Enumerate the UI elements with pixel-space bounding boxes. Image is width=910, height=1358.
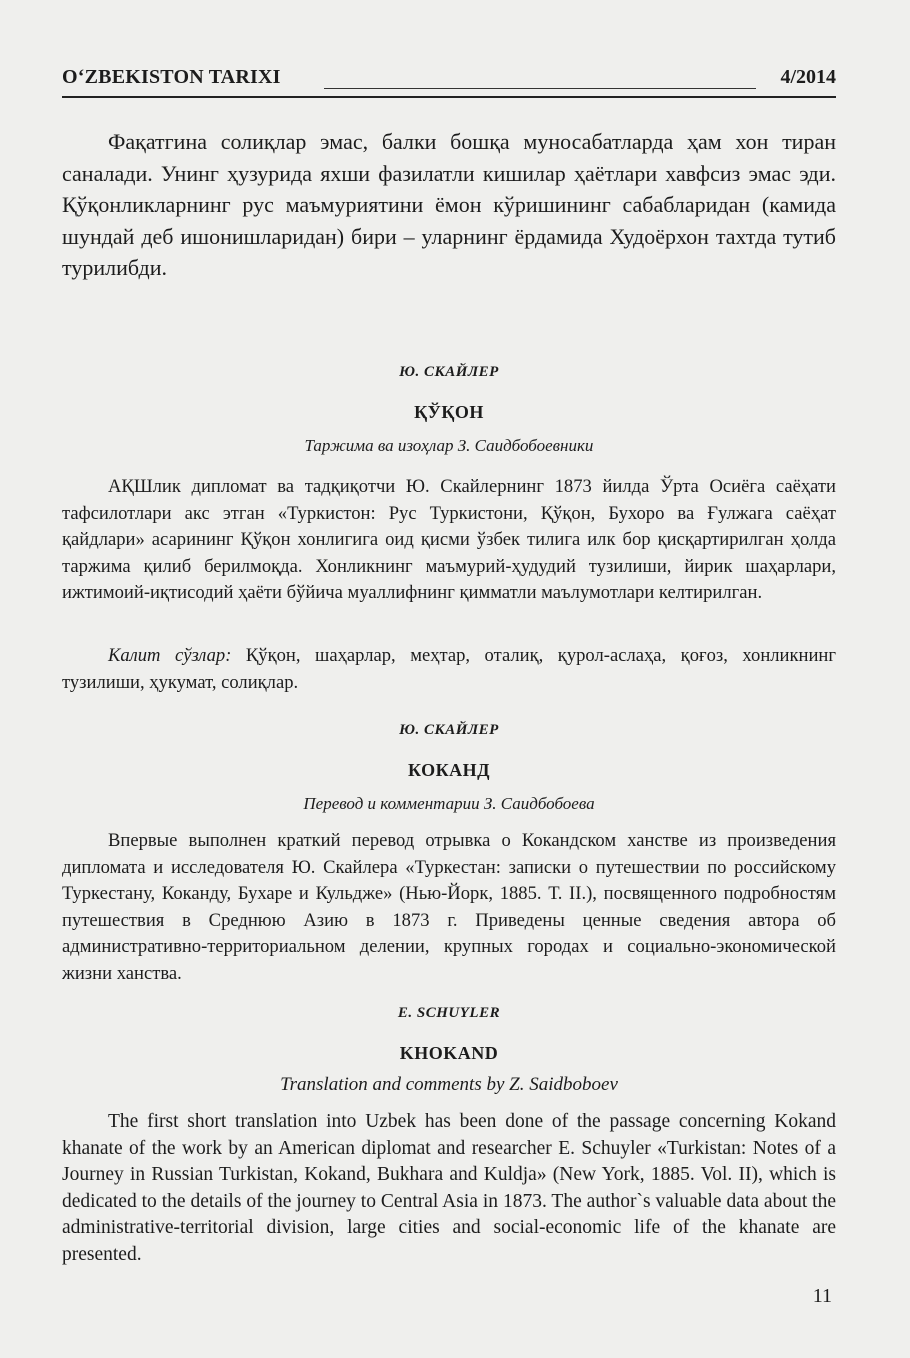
header-divider bbox=[62, 96, 836, 98]
uzbek-subtitle: Таржима ва изоҳлар З. Саидбобоевники bbox=[304, 436, 594, 455]
english-subtitle: Translation and comments by Z. Saidboboev bbox=[280, 1074, 618, 1095]
header-rule bbox=[324, 88, 756, 89]
journal-name: O‘ZBEKISTON TARIXI bbox=[62, 66, 281, 88]
uzbek-author: Ю. СКАЙЛЕР bbox=[399, 364, 499, 380]
keywords-list: Қўқон, шаҳарлар, меҳтар, оталиқ, қурол-аслаҳа, қоғоз, хонликнинг тузилиши, ҳукумат, солиқлар. bbox=[62, 645, 837, 693]
intro-paragraph: Фақатгина солиқлар эмас, балки бошқа муносабатларда ҳам хон тиран саналади. Унинг ҳузурида яхши фазилатли кишилар ҳаётлари хавфсиз эмас эди. Қўқонликларнинг рус маъмуриятини ёмон кўришининг сабабларидан (камида шундай деб ишонишларидан) бири – уларнинг ёрдамида Худоёрхон тахтда тутиб турилибди. bbox=[62, 129, 836, 280]
uzbek-keywords bbox=[62, 643, 836, 696]
russian-title: КОКАНД bbox=[407, 760, 491, 780]
keywords-label: Калит сўзлар: bbox=[108, 645, 232, 666]
page-number: 11 bbox=[812, 1285, 832, 1307]
russian-abstract: Впервые выполнен краткий перевод отрывка о Кокандском ханстве из произведения дипломата и исследователя Ю. Скайлера «Туркестан: записки о путешествии по российскому Туркестану, Коканду, Бухаре и Кульдже» (Нью-Йорк, 1885. Т. II.), посвященного подробностям путешествия в Среднюю Азию в 1873 г. Приведены ценные сведения автора об административно-территориальном делении, крупных городах и социально-экономической жизни ханства. bbox=[62, 830, 836, 984]
russian-author: Ю. СКАЙЛЕР bbox=[399, 722, 499, 738]
english-abstract: The first short translation into Uzbek has been done of the passage concerning Kokand khanate of the work by an American diplomat and researcher E. Schuyler «Turkistan: Notes of a Journey in Russian Turkistan, Kokand, Bukhara and Kuldja» (New York, 1885. Vol. II), which is dedicated to the details of the journey to Central Asia in 1873. The author`s valuable data about the administrative-territorial division, large cities and social-economic life of the khanate are presented. bbox=[62, 1111, 836, 1265]
english-title: KHOKAND bbox=[399, 1043, 499, 1063]
running-header bbox=[62, 62, 836, 96]
uzbek-title: ҚЎҚОН bbox=[414, 402, 484, 422]
russian-subtitle: Перевод и комментарии З. Саидбобоева bbox=[303, 794, 595, 813]
english-author: E. SCHUYLER bbox=[397, 1005, 501, 1021]
issue-number: 4/2014 bbox=[780, 66, 836, 88]
uzbek-abstract: АҚШлик дипломат ва тадқиқотчи Ю. Скайлернинг 1873 йилда Ўрта Осиёга саёҳати тафсилотлари акс этган «Туркистон: Рус Туркистони, Қўқон, Бухоро ва Ғулжага саёҳат қайдлари» асарининг Қўқон хонлигига оид қисми ўзбек тилига илк бор қисқартирилган ҳолда таржима қилиб берилмоқда. Хонликнинг маъмурий-ҳудудий тузилиши, йирик шаҳарлари, ижтимоий-иқтисодий ҳаёти бўйича муаллифнинг қимматли маълумотлари келтирилган. bbox=[62, 476, 836, 603]
